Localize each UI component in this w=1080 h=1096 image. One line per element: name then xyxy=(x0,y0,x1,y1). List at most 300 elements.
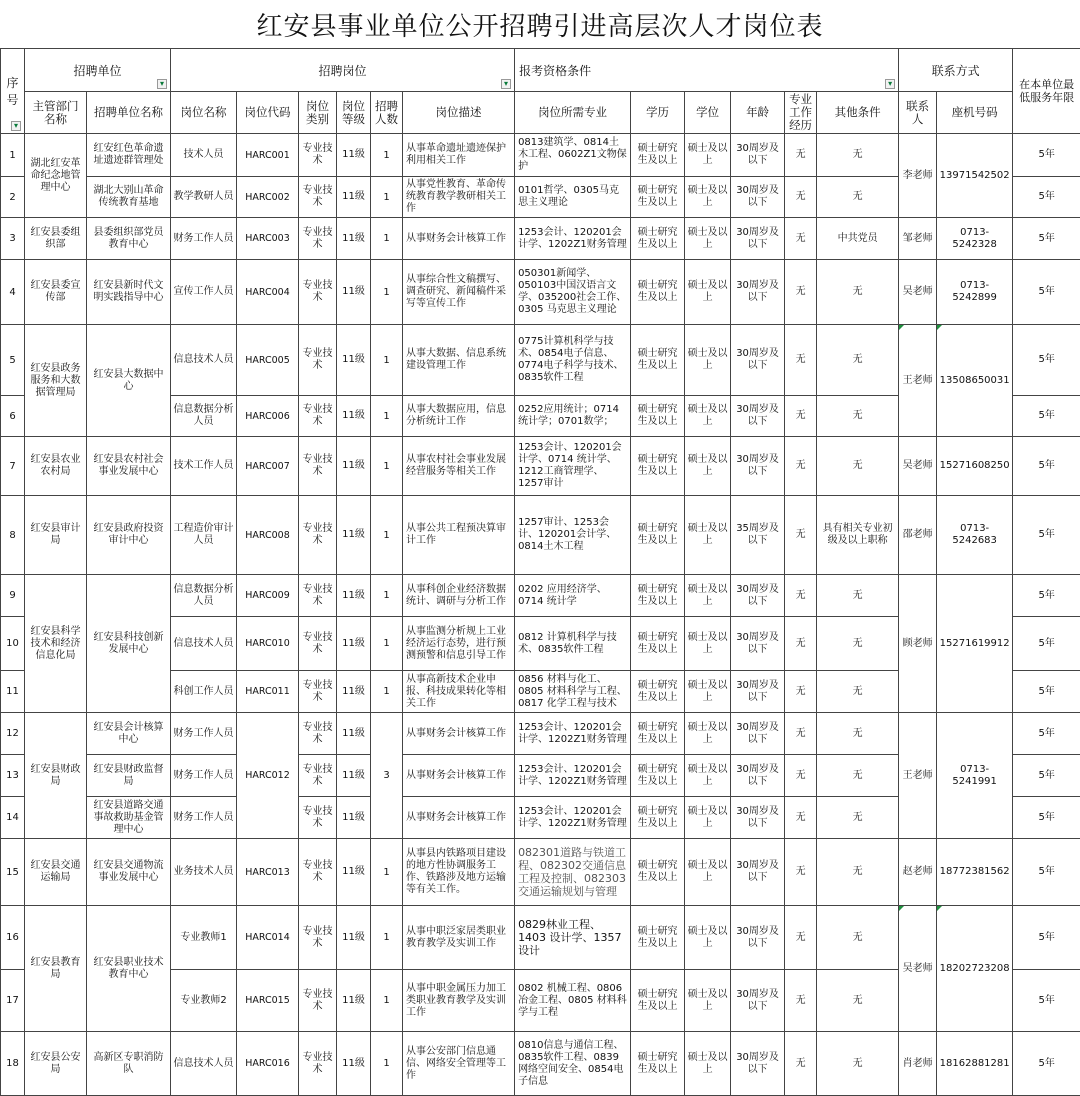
cell-phone xyxy=(937,906,1013,1032)
cell-no: 17 xyxy=(1,970,25,1032)
cell-person: 吴老师 xyxy=(899,437,937,496)
cell-years: 5年 xyxy=(1013,671,1080,713)
cell-phone: 15271619912 xyxy=(937,575,1013,713)
cell-age: 30周岁及以下 xyxy=(731,218,785,260)
cell-other: 无 xyxy=(817,797,899,839)
header-contact-group xyxy=(899,49,1013,92)
col-post-name: 岗位名称 xyxy=(171,92,237,134)
cell-count: 1 xyxy=(371,1032,403,1096)
cell-level: 11级 xyxy=(337,134,371,177)
cell-count: 3 xyxy=(371,713,403,839)
cell-person: 邹老师 xyxy=(899,218,937,260)
cell-level: 11级 xyxy=(337,671,371,713)
cell-type: 专业技术 xyxy=(299,437,337,496)
cell-level: 11级 xyxy=(337,713,371,755)
cell-exp: 无 xyxy=(785,713,817,755)
header-group-row xyxy=(1,49,1080,92)
cell-age: 30周岁及以下 xyxy=(731,575,785,617)
cell-type: 专业技术 xyxy=(299,671,337,713)
cell-edu: 硕士研究生及以上 xyxy=(631,396,685,437)
col-unit-name: 招聘单位名称 xyxy=(87,92,171,134)
cell-person xyxy=(899,906,937,1032)
cell-dept: 红安县委宣传部 xyxy=(25,260,87,325)
cell-desc: 从事财务会计核算工作 xyxy=(403,218,515,260)
cell-other: 无 xyxy=(817,325,899,396)
table-row xyxy=(1,260,1080,325)
cell-age: 30周岁及以下 xyxy=(731,437,785,496)
cell-exp: 无 xyxy=(785,970,817,1032)
cell-code: HARC006 xyxy=(237,396,299,437)
cell-count: 1 xyxy=(371,496,403,575)
col-other: 其他条件 xyxy=(817,92,899,134)
cell-age: 30周岁及以下 xyxy=(731,617,785,671)
cell-type: 专业技术 xyxy=(299,396,337,437)
cell-degree: 硕士及以上 xyxy=(685,839,731,906)
cell-edu: 硕士研究生及以上 xyxy=(631,437,685,496)
cell-major: 050301新闻学、050103中国汉语言文学、035200社会工作、0305 马克思主义理论 xyxy=(515,260,631,325)
cell-count: 1 xyxy=(371,260,403,325)
filter-dropdown-icon[interactable] xyxy=(885,79,895,89)
cell-degree: 硕士及以上 xyxy=(685,713,731,755)
cell-code: HARC001 xyxy=(237,134,299,177)
cell-unit: 红安县财政监督局 xyxy=(87,755,171,797)
cell-unit: 红安红色革命遗址遗迹群管理处 xyxy=(87,134,171,177)
table-row xyxy=(1,713,1080,755)
cell-exp: 无 xyxy=(785,755,817,797)
cell-major: 0810信息与通信工程、0835软件工程、0839网络空间安全、0854电子信息 xyxy=(515,1032,631,1096)
cell-edu: 硕士研究生及以上 xyxy=(631,134,685,177)
cell-person: 顾老师 xyxy=(899,575,937,713)
cell-exp: 无 xyxy=(785,260,817,325)
col-age: 年龄 xyxy=(731,92,785,134)
cell-edu: 硕士研究生及以上 xyxy=(631,218,685,260)
col-desc: 岗位描述 xyxy=(403,92,515,134)
cell-degree: 硕士及以上 xyxy=(685,260,731,325)
cell-exp: 无 xyxy=(785,839,817,906)
header-req-group xyxy=(515,49,899,92)
cell-edu: 硕士研究生及以上 xyxy=(631,177,685,218)
cell-post: 教学教研人员 xyxy=(171,177,237,218)
cell-post: 信息数据分析人员 xyxy=(171,396,237,437)
cell-edu: 硕士研究生及以上 xyxy=(631,755,685,797)
cell-no: 14 xyxy=(1,797,25,839)
cell-edu: 硕士研究生及以上 xyxy=(631,1032,685,1096)
cell-no: 6 xyxy=(1,396,25,437)
cell-code: HARC010 xyxy=(237,617,299,671)
cell-level: 11级 xyxy=(337,496,371,575)
table-row xyxy=(1,906,1080,970)
cell-count: 1 xyxy=(371,134,403,177)
cell-degree: 硕士及以上 xyxy=(685,177,731,218)
cell-unit: 红安县交通物流事业发展中心 xyxy=(87,839,171,906)
cell-person: 吴老师 xyxy=(899,260,937,325)
cell-type: 专业技术 xyxy=(299,713,337,755)
cell-person: 赵老师 xyxy=(899,839,937,906)
cell-age: 30周岁及以下 xyxy=(731,797,785,839)
cell-degree: 硕士及以上 xyxy=(685,617,731,671)
cell-other: 中共党员 xyxy=(817,218,899,260)
cell-phone-text: 13508650031 xyxy=(940,375,1010,386)
cell-other: 无 xyxy=(817,260,899,325)
cell-unit: 湖北大别山革命传统教育基地 xyxy=(87,177,171,218)
cell-other: 具有相关专业初级及以上职称 xyxy=(817,496,899,575)
cell-count: 1 xyxy=(371,906,403,970)
cell-post: 信息技术人员 xyxy=(171,325,237,396)
cell-no: 11 xyxy=(1,671,25,713)
header-unit-label: 招聘单位 xyxy=(74,64,122,78)
cell-exp: 无 xyxy=(785,218,817,260)
header-contact-label: 联系方式 xyxy=(932,64,980,78)
cell-other: 无 xyxy=(817,713,899,755)
cell-post: 宣传工作人员 xyxy=(171,260,237,325)
cell-person: 王老师 xyxy=(899,713,937,839)
cell-major: 0775计算机科学与技术、0854电子信息、0774电子科学与技术、0835软件工程 xyxy=(515,325,631,396)
cell-years: 5年 xyxy=(1013,218,1080,260)
cell-desc: 从事财务会计核算工作 xyxy=(403,797,515,839)
cell-code: HARC007 xyxy=(237,437,299,496)
col-person: 联系人 xyxy=(899,92,937,134)
cell-desc: 从事农村社会事业发展经营服务等相关工作 xyxy=(403,437,515,496)
cell-count: 1 xyxy=(371,617,403,671)
cell-dept: 红安县审计局 xyxy=(25,496,87,575)
cell-years: 5年 xyxy=(1013,177,1080,218)
table-row xyxy=(1,134,1080,177)
comment-marker-icon xyxy=(899,906,904,911)
cell-other: 无 xyxy=(817,134,899,177)
cell-phone: 18772381562 xyxy=(937,839,1013,906)
cell-level: 11级 xyxy=(337,970,371,1032)
cell-person-text: 王老师 xyxy=(903,375,933,386)
cell-type: 专业技术 xyxy=(299,496,337,575)
cell-count: 1 xyxy=(371,575,403,617)
cell-post: 业务技术人员 xyxy=(171,839,237,906)
cell-exp: 无 xyxy=(785,496,817,575)
cell-exp: 无 xyxy=(785,437,817,496)
cell-edu: 硕士研究生及以上 xyxy=(631,496,685,575)
cell-code: HARC011 xyxy=(237,671,299,713)
cell-no: 16 xyxy=(1,906,25,970)
cell-code: HARC009 xyxy=(237,575,299,617)
cell-post: 信息数据分析人员 xyxy=(171,575,237,617)
cell-unit: 红安县农村社会事业发展中心 xyxy=(87,437,171,496)
cell-exp: 无 xyxy=(785,396,817,437)
cell-years: 5年 xyxy=(1013,496,1080,575)
cell-age: 30周岁及以下 xyxy=(731,260,785,325)
cell-type: 专业技术 xyxy=(299,906,337,970)
cell-degree: 硕士及以上 xyxy=(685,797,731,839)
cell-level: 11级 xyxy=(337,906,371,970)
header-unit-group xyxy=(25,49,171,92)
cell-edu: 硕士研究生及以上 xyxy=(631,713,685,755)
filter-dropdown-icon[interactable] xyxy=(501,79,511,89)
table-row xyxy=(1,1032,1080,1096)
cell-level: 11级 xyxy=(337,1032,371,1096)
cell-desc: 从事公共工程预决算审计工作 xyxy=(403,496,515,575)
cell-unit: 红安县大数据中心 xyxy=(87,325,171,437)
cell-major: 1253会计、120201会计学、1202Z1财务管理 xyxy=(515,797,631,839)
cell-no: 18 xyxy=(1,1032,25,1096)
cell-desc: 从事中职金属压力加工类职业教育教学及实训工作 xyxy=(403,970,515,1032)
cell-exp: 无 xyxy=(785,177,817,218)
col-exp: 专业工作经历 xyxy=(785,92,817,134)
cell-phone: 13971542502 xyxy=(937,134,1013,218)
cell-level: 11级 xyxy=(337,218,371,260)
cell-years: 5年 xyxy=(1013,575,1080,617)
cell-desc: 从事财务会计核算工作 xyxy=(403,755,515,797)
cell-unit: 红安县道路交通事故救助基金管理中心 xyxy=(87,797,171,839)
cell-years: 5年 xyxy=(1013,325,1080,396)
cell-phone xyxy=(937,325,1013,437)
cell-post: 信息技术人员 xyxy=(171,617,237,671)
cell-exp: 无 xyxy=(785,617,817,671)
cell-code: HARC015 xyxy=(237,970,299,1032)
cell-code: HARC004 xyxy=(237,260,299,325)
cell-desc: 从事党性教育、革命传统教育教学教研相关工作 xyxy=(403,177,515,218)
cell-exp: 无 xyxy=(785,906,817,970)
cell-major: 1253会计、120201会计学、1202Z1财务管理 xyxy=(515,713,631,755)
cell-years: 5年 xyxy=(1013,713,1080,755)
cell-major: 0856 材料与化工、0805 材料科学与工程、0817 化学工程与技术 xyxy=(515,671,631,713)
cell-dept: 红安县科学技术和经济信息化局 xyxy=(25,575,87,713)
cell-no: 13 xyxy=(1,755,25,797)
cell-level: 11级 xyxy=(337,396,371,437)
cell-other: 无 xyxy=(817,755,899,797)
cell-no: 4 xyxy=(1,260,25,325)
cell-type: 专业技术 xyxy=(299,797,337,839)
cell-post: 信息技术人员 xyxy=(171,1032,237,1096)
header-post-group xyxy=(171,49,515,92)
cell-dept: 红安县公安局 xyxy=(25,1032,87,1096)
cell-years: 5年 xyxy=(1013,839,1080,906)
cell-edu: 硕士研究生及以上 xyxy=(631,906,685,970)
cell-no: 15 xyxy=(1,839,25,906)
cell-person: 李老师 xyxy=(899,134,937,218)
cell-desc: 从事高新技术企业申报、科技成果转化等相关工作 xyxy=(403,671,515,713)
cell-phone: 0713-5242328 xyxy=(937,218,1013,260)
cell-post: 技术人员 xyxy=(171,134,237,177)
cell-degree: 硕士及以上 xyxy=(685,755,731,797)
cell-level: 11级 xyxy=(337,177,371,218)
col-major: 岗位所需专业 xyxy=(515,92,631,134)
cell-phone-text: 18202723208 xyxy=(940,963,1010,974)
cell-type: 专业技术 xyxy=(299,839,337,906)
cell-other: 无 xyxy=(817,575,899,617)
cell-no: 3 xyxy=(1,218,25,260)
cell-person: 肖老师 xyxy=(899,1032,937,1096)
cell-count: 1 xyxy=(371,325,403,396)
cell-exp: 无 xyxy=(785,797,817,839)
cell-years: 5年 xyxy=(1013,755,1080,797)
cell-count: 1 xyxy=(371,437,403,496)
cell-years: 5年 xyxy=(1013,617,1080,671)
cell-post: 财务工作人员 xyxy=(171,218,237,260)
cell-years: 5年 xyxy=(1013,260,1080,325)
cell-edu: 硕士研究生及以上 xyxy=(631,797,685,839)
cell-major: 1253会计、120201会计学、0714 统计学、1212工商管理学、1257审计 xyxy=(515,437,631,496)
col-count: 招聘人数 xyxy=(371,92,403,134)
cell-other: 无 xyxy=(817,396,899,437)
header-post-label: 招聘岗位 xyxy=(319,64,367,78)
cell-desc: 从事革命遗址遗迹保护利用相关工作 xyxy=(403,134,515,177)
cell-years: 5年 xyxy=(1013,906,1080,970)
cell-post: 专业教师2 xyxy=(171,970,237,1032)
cell-exp: 无 xyxy=(785,325,817,396)
cell-count: 1 xyxy=(371,839,403,906)
cell-major: 0252应用统计；0714统计学；0701数学； xyxy=(515,396,631,437)
cell-post: 工程造价审计人员 xyxy=(171,496,237,575)
cell-major: 0802 机械工程、0806 冶金工程、0805 材料科学与工程 xyxy=(515,970,631,1032)
cell-degree: 硕士及以上 xyxy=(685,437,731,496)
cell-code: HARC013 xyxy=(237,839,299,906)
cell-degree: 硕士及以上 xyxy=(685,325,731,396)
cell-years: 5年 xyxy=(1013,797,1080,839)
cell-level: 11级 xyxy=(337,797,371,839)
comment-marker-icon xyxy=(899,325,904,330)
cell-unit: 红安县会计核算中心 xyxy=(87,713,171,755)
cell-years: 5年 xyxy=(1013,396,1080,437)
cell-edu: 硕士研究生及以上 xyxy=(631,671,685,713)
comment-marker-icon xyxy=(937,325,942,330)
cell-type: 专业技术 xyxy=(299,177,337,218)
table-row xyxy=(1,218,1080,260)
cell-degree: 硕士及以上 xyxy=(685,575,731,617)
cell-phone: 0713-5242899 xyxy=(937,260,1013,325)
cell-count: 1 xyxy=(371,177,403,218)
cell-desc: 从事财务会计核算工作 xyxy=(403,713,515,755)
cell-type: 专业技术 xyxy=(299,755,337,797)
cell-no: 2 xyxy=(1,177,25,218)
cell-age: 30周岁及以下 xyxy=(731,396,785,437)
cell-age: 35周岁及以下 xyxy=(731,496,785,575)
cell-major: 0812 计算机科学与技术、0835软件工程 xyxy=(515,617,631,671)
cell-dept: 红安县财政局 xyxy=(25,713,87,839)
cell-level: 11级 xyxy=(337,325,371,396)
cell-edu: 硕士研究生及以上 xyxy=(631,617,685,671)
table-row xyxy=(1,496,1080,575)
cell-desc: 从事监测分析规上工业经济运行态势，进行预测预警和信息引导工作 xyxy=(403,617,515,671)
cell-other: 无 xyxy=(817,906,899,970)
cell-edu: 硕士研究生及以上 xyxy=(631,575,685,617)
cell-type: 专业技术 xyxy=(299,1032,337,1096)
cell-person-text: 吴老师 xyxy=(903,963,933,974)
cell-dept: 湖北红安革命纪念地管理中心 xyxy=(25,134,87,218)
cell-count: 1 xyxy=(371,970,403,1032)
cell-degree: 硕士及以上 xyxy=(685,134,731,177)
cell-person: 邵老师 xyxy=(899,496,937,575)
cell-phone: 0713-5241991 xyxy=(937,713,1013,839)
cell-code: HARC008 xyxy=(237,496,299,575)
cell-degree: 硕士及以上 xyxy=(685,218,731,260)
cell-desc: 从事大数据应用，信息分析统计工作 xyxy=(403,396,515,437)
cell-edu: 硕士研究生及以上 xyxy=(631,325,685,396)
cell-degree: 硕士及以上 xyxy=(685,496,731,575)
cell-major: 1257审计、1253会计、120201会计学、0814土木工程 xyxy=(515,496,631,575)
cell-post: 财务工作人员 xyxy=(171,713,237,755)
cell-other: 无 xyxy=(817,437,899,496)
col-post-level: 岗位等级 xyxy=(337,92,371,134)
cell-person xyxy=(899,325,937,437)
cell-exp: 无 xyxy=(785,1032,817,1096)
cell-other: 无 xyxy=(817,671,899,713)
cell-degree: 硕士及以上 xyxy=(685,970,731,1032)
cell-other: 无 xyxy=(817,617,899,671)
cell-no: 9 xyxy=(1,575,25,617)
cell-age: 30周岁及以下 xyxy=(731,839,785,906)
cell-level: 11级 xyxy=(337,839,371,906)
col-phone: 座机号码 xyxy=(937,92,1013,134)
cell-phone: 18162881281 xyxy=(937,1032,1013,1096)
col-degree: 学位 xyxy=(685,92,731,134)
cell-age: 30周岁及以下 xyxy=(731,671,785,713)
cell-unit: 红安县政府投资审计中心 xyxy=(87,496,171,575)
cell-age: 30周岁及以下 xyxy=(731,1032,785,1096)
cell-dept: 红安县农业农村局 xyxy=(25,437,87,496)
cell-no: 8 xyxy=(1,496,25,575)
comment-marker-icon xyxy=(937,906,942,911)
cell-unit: 红安县科技创新发展中心 xyxy=(87,575,171,713)
cell-no: 12 xyxy=(1,713,25,755)
cell-years: 5年 xyxy=(1013,134,1080,177)
page-title: 红安县事业单位公开招聘引进高层次人才岗位表 xyxy=(256,6,823,43)
cell-level: 11级 xyxy=(337,260,371,325)
filter-dropdown-icon[interactable] xyxy=(157,79,167,89)
cell-code: HARC003 xyxy=(237,218,299,260)
table-row xyxy=(1,575,1080,617)
cell-exp: 无 xyxy=(785,671,817,713)
table-row xyxy=(1,437,1080,496)
cell-desc: 从事大数据、信息系统建设管理工作 xyxy=(403,325,515,396)
cell-exp: 无 xyxy=(785,575,817,617)
cell-type: 专业技术 xyxy=(299,134,337,177)
title-bar xyxy=(0,0,1080,48)
cell-count: 1 xyxy=(371,396,403,437)
table-row xyxy=(1,325,1080,396)
cell-other: 无 xyxy=(817,839,899,906)
cell-degree: 硕士及以上 xyxy=(685,671,731,713)
cell-age: 30周岁及以下 xyxy=(731,755,785,797)
cell-no: 5 xyxy=(1,325,25,396)
cell-desc: 从事县内铁路项目建设的地方性协调服务工作、铁路涉及地方运输等有关工作。 xyxy=(403,839,515,906)
cell-post: 技术工作人员 xyxy=(171,437,237,496)
cell-code: HARC005 xyxy=(237,325,299,396)
table-row xyxy=(1,839,1080,906)
header-service-years: 在本单位最低服务年限 xyxy=(1013,49,1080,134)
cell-age: 30周岁及以下 xyxy=(731,970,785,1032)
cell-no: 10 xyxy=(1,617,25,671)
cell-years: 5年 xyxy=(1013,437,1080,496)
cell-type: 专业技术 xyxy=(299,575,337,617)
cell-unit: 红安县新时代文明实践指导中心 xyxy=(87,260,171,325)
cell-desc: 从事公安部门信息通信、网络安全管理等工作 xyxy=(403,1032,515,1096)
cell-post: 财务工作人员 xyxy=(171,797,237,839)
header-column-row xyxy=(1,92,1080,134)
cell-degree: 硕士及以上 xyxy=(685,906,731,970)
cell-age: 30周岁及以下 xyxy=(731,325,785,396)
cell-desc: 从事中职泛家居类职业教育教学及实训工作 xyxy=(403,906,515,970)
header-index xyxy=(1,49,25,134)
header-req-label: 报考资格条件 xyxy=(519,64,591,78)
cell-edu: 硕士研究生及以上 xyxy=(631,260,685,325)
cell-major: 082301道路与铁道工程、082302交通信息工程及控制、082303交通运输规划与管理 xyxy=(515,839,631,906)
cell-edu: 硕士研究生及以上 xyxy=(631,970,685,1032)
cell-unit: 县委组织部党员教育中心 xyxy=(87,218,171,260)
filter-dropdown-icon[interactable] xyxy=(11,121,21,131)
cell-no: 1 xyxy=(1,134,25,177)
cell-dept: 红安县政务服务和大数据管理局 xyxy=(25,325,87,437)
cell-phone: 15271608250 xyxy=(937,437,1013,496)
cell-count: 1 xyxy=(371,671,403,713)
cell-years: 5年 xyxy=(1013,1032,1080,1096)
